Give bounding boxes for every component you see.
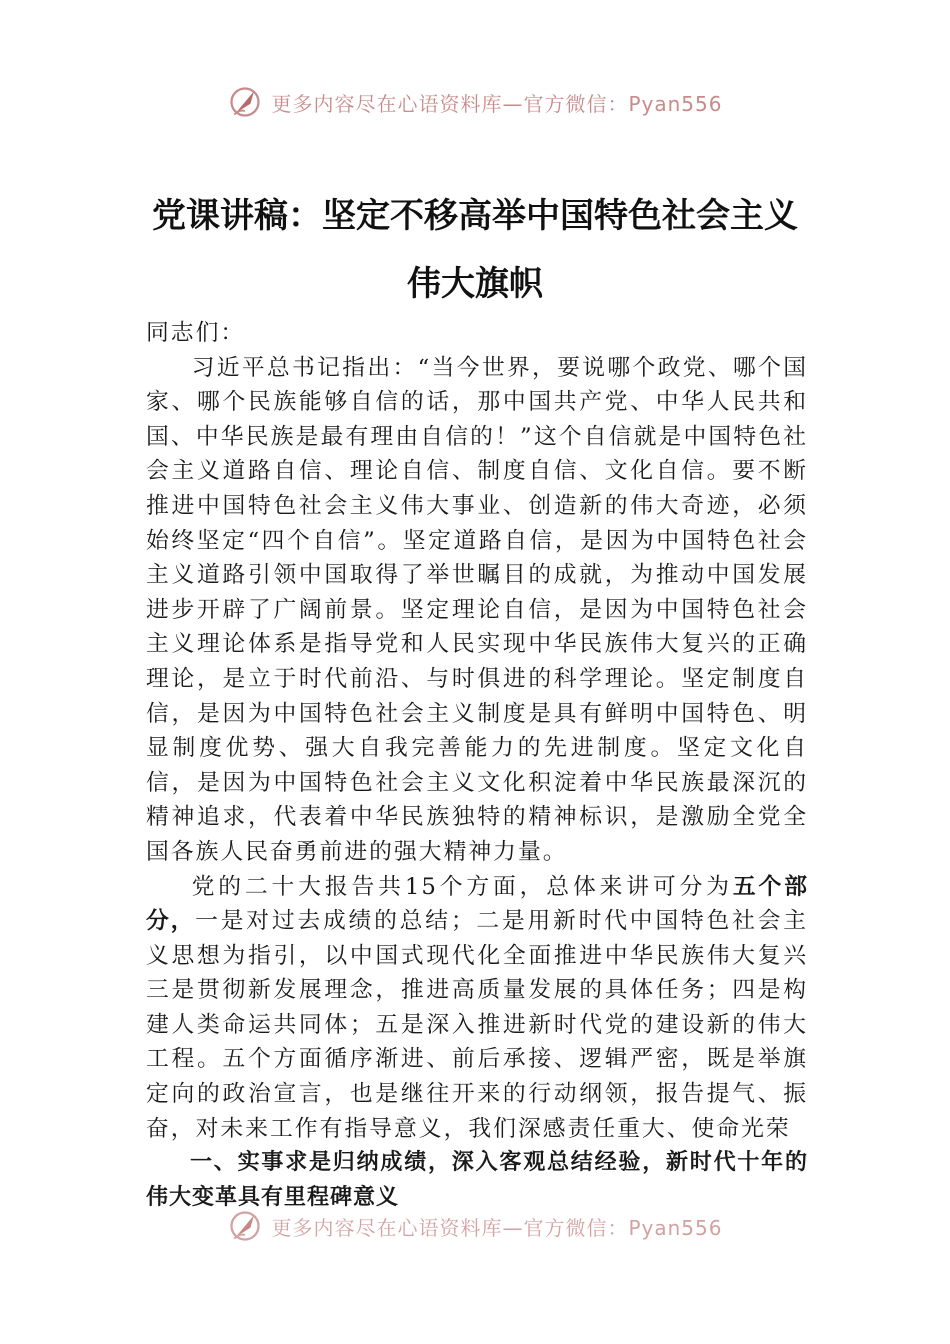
paragraph-2-rest: 一是对过去成绩的总结；二是用新时代中国特色社会主义思想为指引，以中国式现代化全面推进中华民族伟大复兴三是贯彻新发展理念，推进高质量发展的具体任务；四是构建人类命运共同体；五是深入推进新时代党的建设新的伟大工程。五个方面循序渐进、前后承接、逻辑严密，既是举旗定向的政治宣言，也是继往开来的行动纲领，报告提气、振奋，对未来工作有指导意义，我们深感责任重大、使命光荣 [146,908,809,1142]
watermark-text: 更多内容尽在心语资料库—官方微信：Pyan556 [271,91,723,116]
paragraph-2-emphasis: 五个部分， [146,873,808,935]
watermark-footer [0,1208,950,1244]
paragraph-2-lead: 党的二十大报告共15个方面，总体来讲可分为 [191,873,733,900]
quill-logo-icon [227,1208,263,1244]
paragraph-1: 习近平总书记指出：“当今世界，要说哪个政党、哪个国家、哪个民族能够自信的话，那中国共产党、中华人民共和国、中华民族是最有理由自信的！”这个自信就是中国特色社会主义道路自信、理论自信、制度自信、文化自信。要不断推进中国特色社会主义伟大事业、创造新的伟大奇迹，必须始终坚定“四个自信”。坚定道路自信，是因为中国特色社会主义道路引领中国取得了举世瞩目的成就，为推动中国发展进步开辟了广阔前景。坚定理论自信，是因为中国特色社会主义理论体系是指导党和人民实现中华民族伟大复兴的正确理论，是立于时代前沿、与时俱进的科学理论。坚定制度自信，是因为中国特色社会主义制度是具有鲜明中国特色、明显制度优势、强大自我完善能力的先进制度。坚定文化自信，是因为中国特色社会主义文化积淀着中华民族最深沉的精神追求，代表着中华民族独特的精神标识，是激励全党全国各族人民奋勇前进的强大精神力量。 [146,354,808,865]
watermark-text: 更多内容尽在心语资料库—官方微信：Pyan556 [271,1215,723,1240]
quill-logo-icon [227,84,263,120]
paragraph-2 [146,870,808,1147]
document-title: 党课讲稿：坚定不移高举中国特色社会主义伟大旗帜 [152,196,798,304]
document-body [146,316,808,1215]
section-heading-1: 一、实事求是归纳成绩，深入客观总结经验，新时代十年的伟大变革具有里程碑意义 [146,1150,808,1210]
salutation: 同志们： [146,320,246,346]
watermark-header [0,84,950,120]
